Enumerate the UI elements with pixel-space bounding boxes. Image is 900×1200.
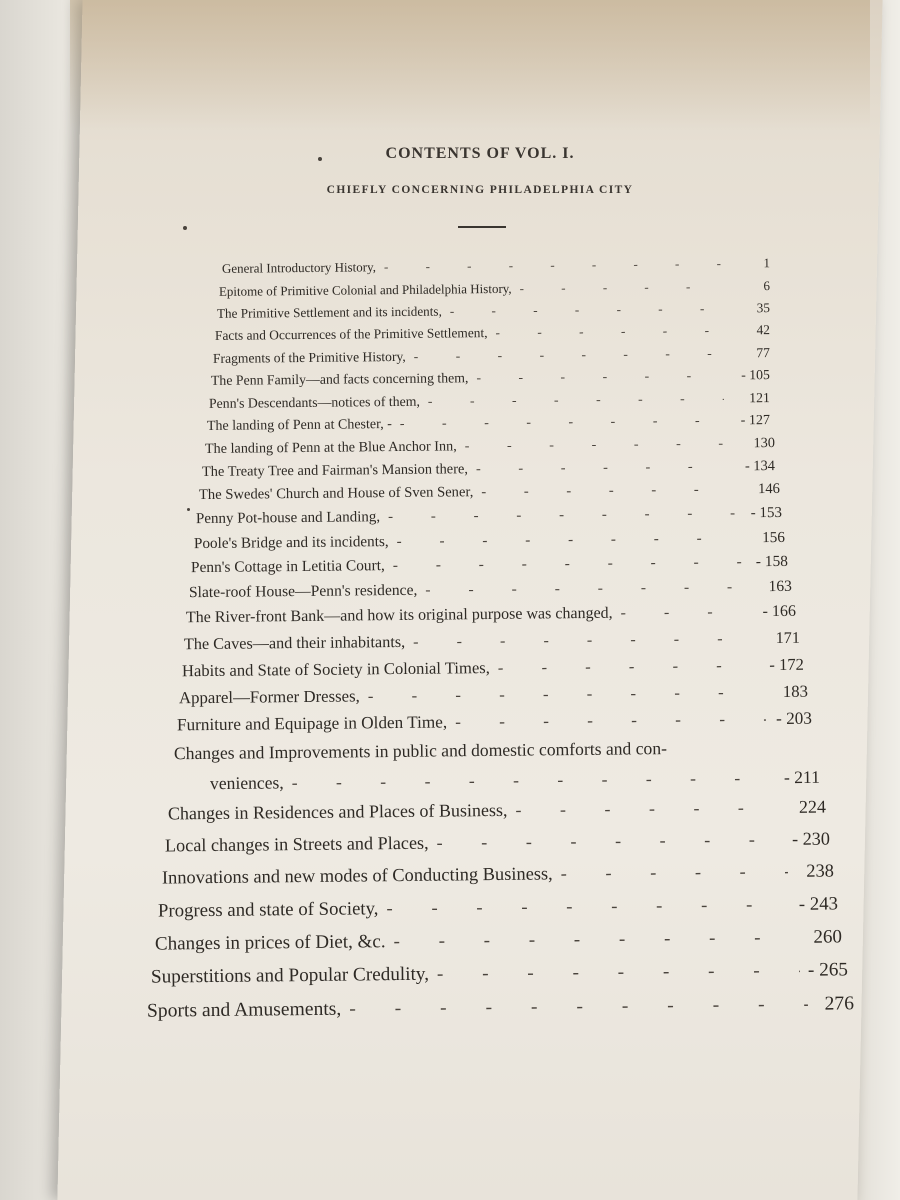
page-title: CONTENTS OF VOL. I.	[385, 145, 575, 162]
dot-leader	[455, 709, 766, 732]
toc-entry-page: - 153	[750, 504, 783, 522]
toc-entry-title: Progress and state of Society,	[157, 898, 379, 922]
toc-entry-title: Epitome of Primitive Colonial and Philadelphia History,	[218, 280, 512, 299]
toc-entry-title: The landing of Penn at the Blue Anchor Inn,	[204, 438, 457, 457]
toc-entry-title: Fragments of the Primitive History,	[212, 348, 406, 366]
toc-entry-title: Poole's Bridge and its incidents,	[193, 533, 389, 553]
toc-entry-page: 156	[762, 528, 786, 547]
dot-leader	[465, 435, 729, 455]
dot-leader	[476, 368, 724, 387]
toc-entry-title: Changes and Improvements in public and domestic comforts and con-	[173, 738, 668, 764]
dot-leader	[621, 603, 750, 622]
toc-entry-title: Changes in prices of Diet, &c.	[154, 931, 386, 955]
ink-speck	[318, 157, 322, 161]
dot-leader	[476, 458, 729, 478]
toc-entry-page: - 166	[762, 602, 797, 621]
toc-entry-page: 121	[749, 390, 770, 406]
page-subtitle: CHIEFLY CONCERNING PHILADELPHIA CITY	[326, 184, 634, 196]
dot-leader	[414, 346, 724, 365]
toc-entry-title: Changes in Residences and Places of Business,	[167, 799, 508, 824]
toc-entry-title: The landing of Penn at Chester, -	[206, 417, 392, 434]
toc-entry-page: 1	[763, 255, 770, 271]
toc-entry-title: General Introductory History,	[221, 259, 377, 276]
title-rule	[458, 226, 506, 228]
dot-leader	[498, 655, 758, 678]
toc-entry-page: 260	[813, 926, 843, 948]
toc-entry-page: - 211	[783, 766, 821, 788]
toc-entry-title: Innovations and new modes of Conducting Business,	[161, 863, 553, 888]
toc-entry-title: Penny Pot-house and Landing,	[195, 509, 381, 528]
toc-entry-title: Slate-roof House—Penn's residence,	[188, 581, 418, 602]
dot-leader	[413, 629, 754, 652]
dot-leader	[400, 414, 724, 433]
toc-entry-page: 77	[756, 345, 770, 361]
toc-entry-page: - 265	[807, 959, 849, 981]
toc-entry-title: The Caves—and their inhabitants,	[183, 632, 406, 654]
dot-leader	[495, 323, 724, 341]
dot-leader	[520, 279, 724, 297]
dot-leader	[561, 861, 788, 884]
dot-leader	[386, 894, 791, 920]
toc-entry-title: Apparel—Former Dresses,	[178, 686, 360, 708]
toc-entry-title: The Primitive Settlement and its incidents,	[216, 303, 442, 321]
toc-entry-title: Local changes in Streets and Places,	[164, 832, 429, 856]
toc-entry-page: - 127	[740, 413, 770, 429]
dot-leader	[425, 578, 746, 599]
dot-leader	[349, 994, 808, 1021]
toc-entry-title: veniences,	[209, 772, 284, 794]
dot-leader	[428, 391, 724, 410]
toc-entry-page: 276	[824, 993, 855, 1015]
toc-entry-title: Facts and Occurrences of the Primitive Settlement,	[214, 325, 488, 343]
toc-entry-page: - 105	[741, 367, 770, 383]
dot-leader	[481, 481, 734, 501]
toc-entry-page: 171	[775, 628, 801, 648]
toc-entry-page: - 230	[791, 828, 831, 849]
toc-entry-page: - 203	[776, 708, 813, 729]
toc-entry-page: - 243	[798, 893, 839, 915]
dot-leader	[450, 301, 724, 320]
toc-entry-title: The River-front Bank—and how its original purpose was changed,	[185, 604, 613, 627]
toc-entry-page: - 158	[755, 552, 789, 571]
toc-entry-page: - 134	[744, 458, 776, 475]
toc-entry-title: Furniture and Equipage in Olden Time,	[176, 712, 448, 735]
toc-entry-page: 42	[756, 322, 770, 338]
dot-leader	[515, 797, 780, 821]
toc-entry-page: 183	[782, 681, 809, 701]
toc-entry-title: Sports and Amusements,	[146, 998, 342, 1022]
toc-entry-title: The Treaty Tree and Fairman's Mansion there,	[201, 461, 469, 481]
toc-entry-title: Penn's Cottage in Letitia Court,	[190, 557, 385, 577]
toc-entry-title: Habits and State of Society in Colonial Times,	[181, 658, 490, 681]
toc-entry-page: 146	[757, 480, 781, 498]
ink-speck	[187, 508, 190, 511]
toc-entry-title: Penn's Descendants—notices of them,	[208, 393, 420, 411]
dot-leader	[437, 960, 800, 986]
toc-entry-page: 130	[753, 435, 776, 452]
toc-entry-page: 224	[798, 796, 827, 817]
toc-entry-page: 6	[763, 278, 770, 294]
toc-entry-page: 35	[756, 300, 770, 316]
dot-leader	[397, 529, 739, 551]
dot-leader	[393, 927, 796, 953]
toc-entry-page: 163	[768, 577, 793, 596]
dot-leader	[292, 767, 774, 793]
toc-entry-title: Superstitions and Popular Credulity,	[150, 963, 430, 988]
ink-speck	[183, 226, 187, 230]
dot-leader	[368, 682, 762, 706]
toc-entry-title: The Swedes' Church and House of Sven Sener,	[198, 484, 474, 504]
dot-leader	[436, 829, 784, 854]
toc-entry-title: The Penn Family—and facts concerning them,	[210, 370, 469, 388]
dot-leader	[388, 505, 736, 526]
dot-leader	[384, 256, 724, 276]
toc-entry-page: - 172	[769, 654, 805, 675]
toc-entry-page: 238	[806, 860, 835, 881]
dot-leader	[393, 553, 742, 575]
